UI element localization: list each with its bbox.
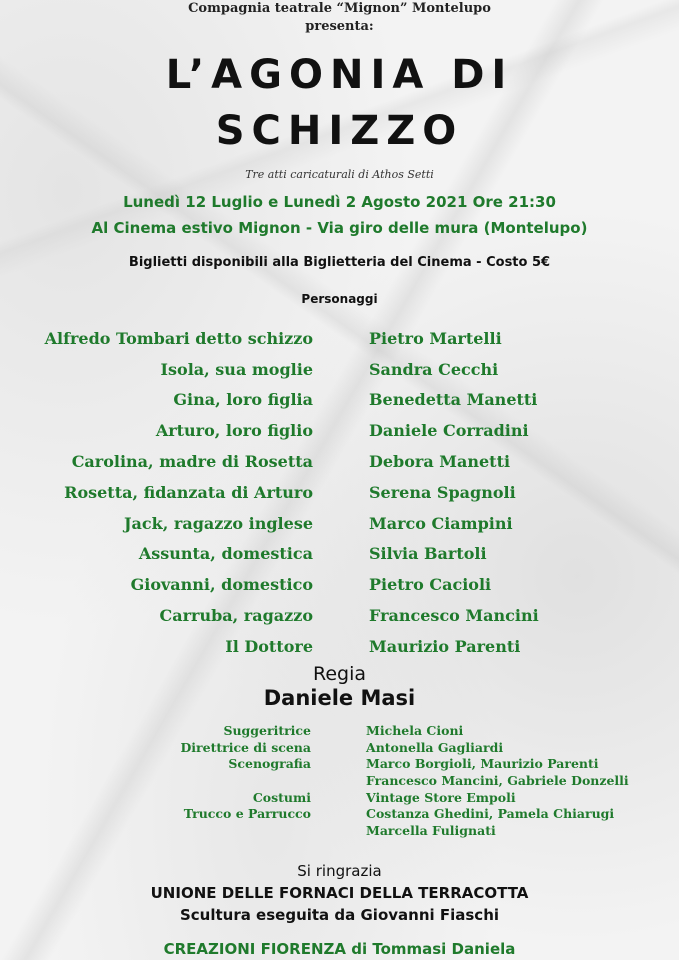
cast-row (0, 477, 679, 508)
crew-role: Trucco e Parrucco (183, 806, 311, 822)
cast-row (0, 600, 679, 631)
crew-row (0, 789, 679, 806)
cast-heading: Personaggi (301, 292, 378, 306)
crew-member: Marcella Fulignati (366, 822, 496, 838)
cast-row (0, 446, 679, 477)
crew-role: Costumi (252, 789, 311, 805)
thanks-sponsor-1: UNIONE DELLE FORNACI DELLA TERRACOTTA (150, 884, 529, 902)
role-name: Il Dottore (225, 636, 313, 656)
thanks-label: Si ringrazia (297, 862, 382, 880)
event-dates: Lunedì 12 Luglio e Lunedì 2 Agosto 2021 Ore 21:30 (123, 193, 556, 211)
crew-role: Suggeritrice (223, 722, 311, 738)
cast-row (0, 354, 679, 385)
role-name: Arturo, loro figlio (155, 421, 313, 441)
actor-name: Silvia Bartoli (369, 544, 487, 564)
thanks-sponsor-2: Scultura eseguita da Giovanni Fiaschi (179, 906, 500, 924)
actor-name: Sandra Cecchi (369, 359, 499, 379)
crew-row (0, 722, 679, 739)
ticket-info: Biglietti disponibili alla Biglietteria del Cinema - Costo 5€ (128, 255, 551, 270)
actor-name: Daniele Corradini (369, 421, 529, 441)
director-name: Daniele Masi (263, 686, 416, 710)
crew-row (0, 755, 679, 772)
role-name: Jack, ragazzo inglese (123, 513, 313, 533)
role-name: Isola, sua moglie (160, 359, 313, 379)
cast-list (0, 323, 679, 662)
crew-row (0, 772, 679, 789)
cast-row (0, 415, 679, 446)
actor-name: Maurizio Parenti (369, 636, 521, 656)
role-name: Gina, loro figlia (173, 390, 313, 410)
cast-row (0, 508, 679, 539)
subtitle: Tre atti caricaturali di Athos Setti (245, 168, 434, 181)
presents-label: presenta: (305, 19, 374, 34)
cast-row (0, 539, 679, 570)
crew-member: Antonella Gagliardi (366, 739, 504, 755)
event-venue: Al Cinema estivo Mignon - Via giro delle mura (Montelupo) (91, 219, 588, 237)
role-name: Giovanni, domestico (130, 575, 313, 595)
role-name: Assunta, domestica (138, 544, 313, 564)
title-line-2: SCHIZZO (215, 108, 464, 154)
company-name: Compagnia teatrale “Mignon” Montelupo (188, 1, 491, 16)
cast-row (0, 631, 679, 662)
crew-member: Michela Cioni (366, 722, 464, 738)
actor-name: Pietro Martelli (369, 328, 502, 348)
cast-row (0, 323, 679, 354)
cast-row (0, 569, 679, 600)
crew-role: Scenografia (228, 756, 311, 772)
role-name: Rosetta, fidanzata di Arturo (64, 482, 313, 502)
title-line-1: L’AGONIA DI (165, 52, 514, 98)
crew-member: Costanza Ghedini, Pamela Chiarugi (366, 806, 615, 822)
crew-role: Direttrice di scena (180, 739, 311, 755)
crew-list (0, 722, 679, 839)
crew-row (0, 739, 679, 756)
cast-row (0, 385, 679, 416)
crew-member: Vintage Store Empoli (366, 789, 516, 805)
actor-name: Marco Ciampini (369, 513, 513, 533)
thanks-sponsor-3: CREAZIONI FIORENZA di Tommasi Daniela (163, 940, 516, 958)
actor-name: Benedetta Manetti (369, 390, 538, 410)
role-name: Carolina, madre di Rosetta (71, 452, 313, 472)
crew-row (0, 805, 679, 822)
crew-member: Marco Borgioli, Maurizio Parenti (366, 756, 599, 772)
role-name: Carruba, ragazzo (159, 606, 313, 626)
role-name: Alfredo Tombari detto schizzo (44, 328, 313, 348)
actor-name: Pietro Cacioli (369, 575, 492, 595)
actor-name: Debora Manetti (369, 452, 511, 472)
actor-name: Francesco Mancini (369, 606, 539, 626)
crew-row (0, 822, 679, 839)
crew-member: Francesco Mancini, Gabriele Donzelli (366, 772, 629, 788)
actor-name: Serena Spagnoli (369, 482, 516, 502)
direction-label: Regia (312, 663, 367, 685)
